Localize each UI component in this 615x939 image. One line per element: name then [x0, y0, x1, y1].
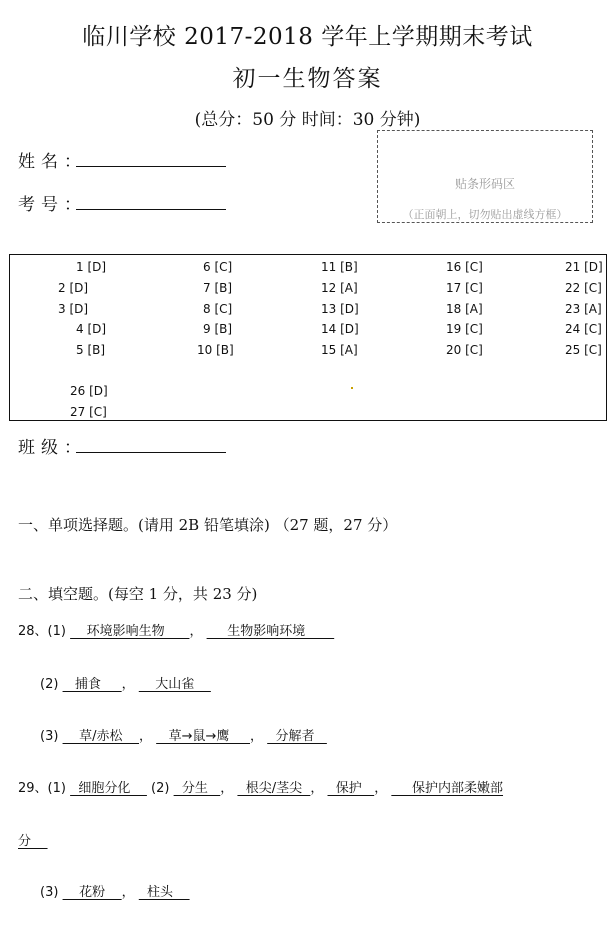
answer-item: 17 [C] — [446, 281, 483, 295]
answer-item: 14 [D] — [321, 322, 359, 336]
stray-dot — [351, 387, 353, 389]
answer-grid — [9, 254, 607, 421]
exam-subtitle: 初一生物答案 — [232, 66, 383, 92]
q28-answer: 生物影响环境 — [206, 624, 335, 639]
separator: ， — [121, 677, 135, 692]
answer-item: 26 [D] — [70, 384, 108, 398]
q29-label: 29、(1) — [18, 781, 66, 796]
separator: ， — [139, 729, 153, 744]
answer-item: 10 [B] — [197, 343, 234, 357]
answer-item: 20 [C] — [446, 343, 483, 357]
section-fill-blank: 二、填空题。(每空 1 分，共 23 分) — [18, 585, 258, 603]
part-label: (3) — [40, 885, 59, 900]
answer-item: 15 [A] — [321, 343, 358, 357]
q28-label: 28、(1) — [18, 624, 66, 639]
q28-answer: 环境影响生物 — [70, 624, 190, 639]
answer-item: 21 [D] — [565, 260, 603, 274]
part-label: (2) — [40, 677, 59, 692]
exam-number-field-line[interactable] — [76, 189, 226, 210]
answer-item: 16 [C] — [446, 260, 483, 274]
answer-item: 1 [D] — [76, 260, 107, 274]
section-single-choice: 一、单项选择题。(请用 2B 铅笔填涂) （27 题，27 分） — [18, 516, 398, 534]
answer-item: 18 [A] — [446, 302, 483, 316]
separator: ， — [189, 624, 203, 639]
q29-answer: 保护 — [327, 781, 375, 796]
separator: ， — [310, 781, 324, 796]
answer-item: 8 [C] — [203, 302, 233, 316]
answer-item: 2 [D] — [58, 281, 89, 295]
exam-info: (总分：50 分 时间：30 分钟) — [194, 110, 421, 130]
exam-number-label: 考号： — [18, 195, 87, 215]
part-label: (3) — [40, 729, 59, 744]
q28-part3 — [40, 725, 327, 744]
q28-answer: 分解者 — [267, 729, 327, 744]
answer-item: 3 [D] — [58, 302, 89, 316]
answer-item: 22 [C] — [565, 281, 602, 295]
barcode-note: （正面朝上，切勿贴出虚线方框） — [402, 208, 568, 221]
class-field-line[interactable] — [76, 432, 226, 453]
q29-answer: 细胞分化 — [70, 781, 147, 796]
q29-answer: 柱头 — [138, 885, 190, 900]
answer-item: 27 [C] — [70, 405, 107, 419]
name-label: 姓名： — [18, 152, 87, 172]
answer-item: 4 [D] — [76, 322, 107, 336]
answer-item: 23 [A] — [565, 302, 602, 316]
q29-answer: 花粉 — [62, 885, 122, 900]
q28-answer: 草/赤松 — [62, 729, 140, 744]
q28-part2 — [40, 673, 211, 692]
answer-item: 6 [C] — [203, 260, 233, 274]
answer-item: 19 [C] — [446, 322, 483, 336]
answer-item: 7 [B] — [203, 281, 233, 295]
name-field-line[interactable] — [76, 146, 226, 167]
q28-answer: 捕食 — [62, 677, 122, 692]
part-label: (2) — [151, 781, 170, 796]
q29-part3 — [40, 881, 190, 900]
answer-item: 25 [C] — [565, 343, 602, 357]
q28-answer: 草→鼠→鹰 — [156, 729, 251, 744]
q29-answer: 根尖/茎尖 — [237, 781, 311, 796]
q29-answer: 保护内部柔嫩部 — [391, 781, 504, 796]
answer-item: 12 [A] — [321, 281, 358, 295]
class-label: 班级： — [18, 438, 87, 458]
q29-continuation — [18, 830, 48, 849]
separator: ， — [220, 781, 234, 796]
exam-title: 临川学校 2017-2018 学年上学期期末考试 — [82, 24, 533, 50]
q29-answer: 分生 — [173, 781, 221, 796]
barcode-title: 贴条形码区 — [454, 177, 515, 191]
separator: ， — [250, 729, 264, 744]
barcode-area — [377, 130, 593, 223]
answer-item: 11 [B] — [321, 260, 358, 274]
answer-item: 5 [B] — [76, 343, 106, 357]
separator: ， — [121, 885, 135, 900]
answer-item: 13 [D] — [321, 302, 359, 316]
q29-answer: 分 — [18, 834, 48, 849]
q28-answer: 大山雀 — [138, 677, 211, 692]
answer-item: 9 [B] — [203, 322, 233, 336]
separator: ， — [374, 781, 388, 796]
answer-item: 24 [C] — [565, 322, 602, 336]
q29-part1 — [18, 777, 503, 796]
q28-part1 — [18, 620, 334, 639]
